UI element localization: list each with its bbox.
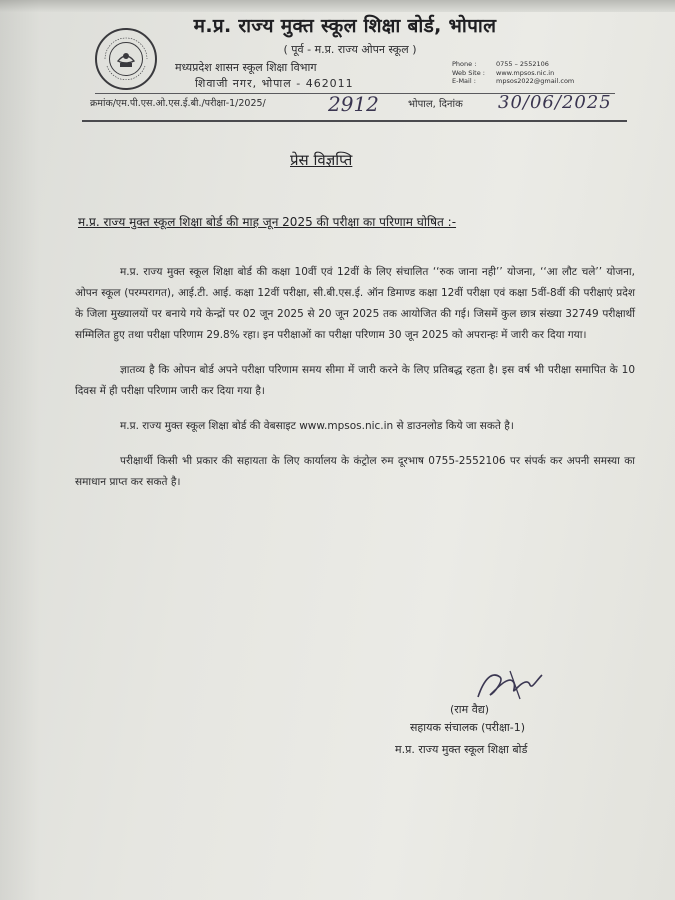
board-address: शिवाजी नगर, भोपाल - 462011 [195, 77, 354, 90]
contact-email: E-Mail : mpsos2022@gmail.com [452, 77, 575, 85]
press-release-title: प्रेस विज्ञप्ति [290, 151, 353, 169]
handwritten-signature-icon [470, 665, 550, 707]
place-date-label: भोपाल, दिनांक [408, 99, 463, 110]
page-edge-shadow [0, 0, 675, 12]
contact-block [452, 60, 574, 86]
signatory-name: (राम वैद्य) [450, 703, 490, 716]
paragraph-results: म.प्र. राज्य मुक्त स्कूल शिक्षा बोर्ड की कक्षा 10वीं एवं 12वीं के लिए संचालित ‘‘रुक जाना नही’’ योजना, ‘‘आ लौट चले’’ योजना, ओपन स्कूल (परम्परागत), आई.टी. आई. कक्षा 12वीं परीक्षा, सी.बी.एस.ई. ऑन डिमाण्ड कक्षा 12वीं परीक्षा एवं कक्षा 5वीं-8वीं की परीक्षाएं प्रदेश के जिला मुख्यालयों पर बनाये गये केन्द्रों पर 02 जून 2025 से 20 जून 2025 तक आयोजित की गई। जिसमें कुल छात्र संख्या 32749 परीक्षार्थी सम्मिलित हुए तथा परीक्षा परिणाम 29.8% रहा। इन परीक्षाओं का परीक्षा परिणाम 30 जून 2025 को अपरान्हः में जारी कर दिया गया। [75, 266, 635, 341]
press-release-body [75, 262, 635, 507]
subject-text: म.प्र. राज्य मुक्त स्कूल शिक्षा बोर्ड की माह जून 2025 की परीक्षा का परिणाम घोषित :- [78, 215, 457, 229]
department-name: मध्यप्रदेश शासन स्कूल शिक्षा विभाग [175, 61, 317, 74]
seal-emblem-icon [97, 30, 155, 88]
paragraph-commitment: ज्ञातव्य है कि ओपन बोर्ड अपने परीक्षा परिणाम समय सीमा में जारी करने के लिए प्रतिबद्ध रहता है। इस वर्ष भी परीक्षा समापित के 10 दिवस में ही परीक्षा परिणाम जारी कर दिया गया है। [75, 364, 635, 397]
board-name-title: म.प्र. राज्य मुक्त स्कूल शिक्षा बोर्ड, भोपाल [193, 15, 497, 37]
reference-number-handwritten: 2912 [328, 92, 379, 116]
contact-phone: Phone : 0755 – 2552106 [452, 60, 549, 68]
page-left-shading [0, 0, 40, 900]
subject-line [78, 210, 638, 234]
signatory-designation: सहायक संचालक (परीक्षा-1) [410, 721, 526, 734]
reference-divider [82, 120, 627, 122]
signatory-organization: म.प्र. राज्य मुक्त स्कूल शिक्षा बोर्ड [395, 743, 528, 756]
former-name: ( पूर्व - म.प्र. राज्य ओपन स्कूल ) [283, 43, 417, 56]
reference-prefix: क्रमांक/एम.पी.एस.ओ.एस.ई.बी./परीक्षा-1/2025/ [90, 98, 266, 109]
date-handwritten: 30/06/2025 [498, 92, 612, 113]
paragraph-website: म.प्र. राज्य मुक्त स्कूल शिक्षा बोर्ड की वेबसाइट www.mpsos.nic.in से डाउनलोड किये जा सकते है। [120, 420, 514, 432]
paragraph-helpline: परीक्षार्थी किसी भी प्रकार की सहायता के लिए कार्यालय के कंट्रोल रुम दूरभाष 0755-2552106 पर संपर्क कर अपनी समस्या का समाधान प्राप्त कर सकते है। [75, 455, 635, 488]
contact-website: Web Site : www.mpsos.nic.in [452, 68, 555, 77]
board-seal-logo-icon [95, 28, 157, 90]
